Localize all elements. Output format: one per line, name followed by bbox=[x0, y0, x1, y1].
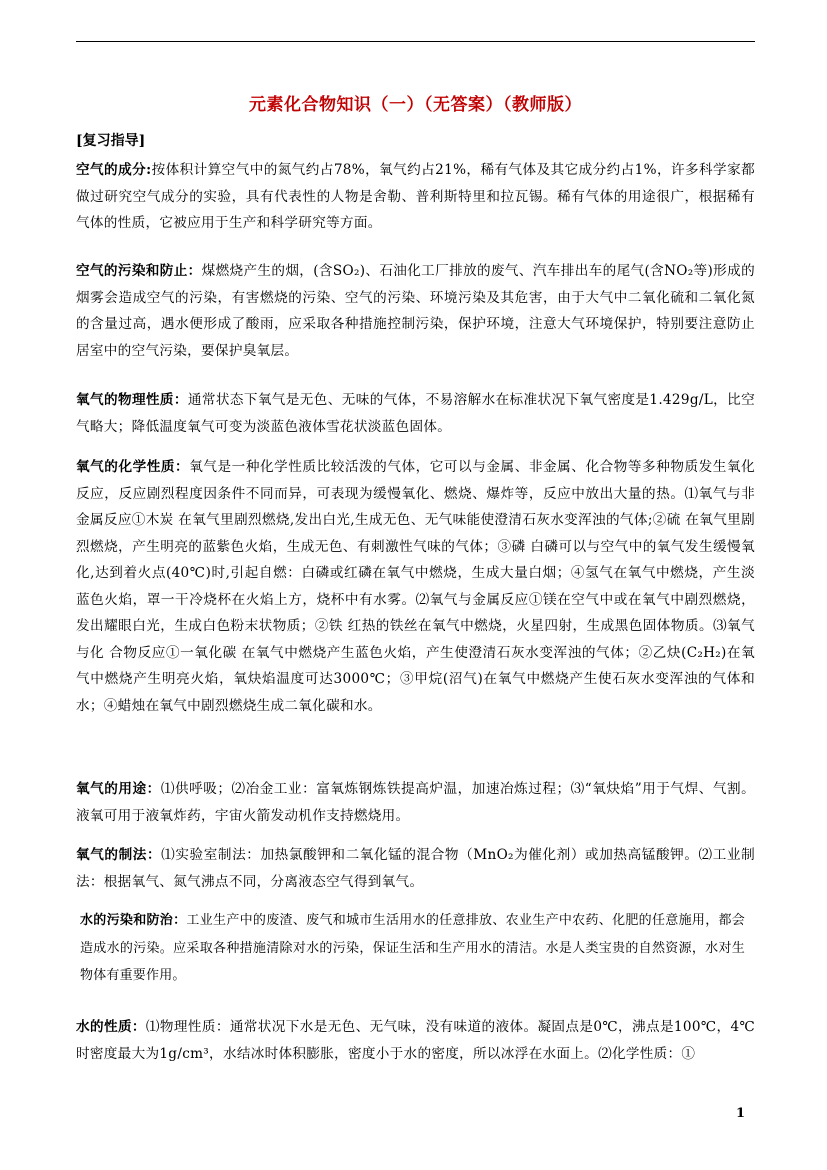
paragraph-air-pollution bbox=[76, 258, 755, 364]
paragraph-text: 按体积计算空气中的氮气约占78%，氧气约占21%，稀有气体及其它成分约占1%，许多科学家都做过研究空气成分的实验，具有代表性的人物是舍勒、普利斯特里和拉瓦锡。稀有气体的用途很广，根据稀有气体的性质，它被应用于生产和科学研究等方面。 bbox=[76, 162, 755, 231]
paragraph-oxygen-preparation bbox=[76, 842, 755, 895]
paragraph-oxygen-uses bbox=[76, 776, 755, 829]
paragraph-air-composition bbox=[76, 157, 755, 237]
section-heading: [复习指导] bbox=[76, 133, 146, 149]
paragraph-water-pollution bbox=[80, 907, 745, 990]
paragraph-text: ⑴实验室制法：加热氯酸钾和二氧化锰的混合物（MnO₂为催化剂）或加热高锰酸钾。⑵工业制法：根据氧气、氮气沸点不同，分离液态空气得到氧气。 bbox=[76, 847, 755, 890]
paragraph-text: 通常状态下氧气是无色、无味的气体，不易溶解水在标准状况下氧气密度是1.429g/L，比空气略大；降低温度氧气可变为淡蓝色液体雪花状淡蓝色固体。 bbox=[76, 392, 755, 435]
paragraph-oxygen-physical bbox=[76, 387, 755, 440]
paragraph-text: 煤燃烧产生的烟，(含SO₂)、石油化工厂排放的废气、汽车排出车的尾气(含NO₂等)形成的烟雾会造成空气的污染，有害燃烧的污染、空气的污染、环境污染及其危害，由于大气中二氧化硫和二氧化氮的含量过高，遇水便形成了酸雨，应采取各种措施控制污染，保护环境，注意大气环境保护，特别要注意防止居室中的空气污染，要保护臭氧层。 bbox=[76, 263, 755, 359]
paragraph-text: 工业生产中的废渣、废气和城市生活用水的任意排放、农业生产中农药、化肥的任意施用，都会造成水的污染。应采取各种措施清除对水的污染，保证生活和生产用水的清洁。水是人类宝贵的自然资源，水对生物体有重要作用。 bbox=[80, 913, 745, 983]
paragraph-lead: 氧气的用途： bbox=[76, 781, 161, 797]
paragraph-lead: 氧气的制法： bbox=[76, 847, 162, 863]
paragraph-lead: 水的污染和防治： bbox=[80, 913, 187, 928]
paragraph-water-properties bbox=[76, 1014, 755, 1067]
paragraph-lead: 水的性质： bbox=[76, 1019, 146, 1035]
paragraph-lead: 空气的成分: bbox=[76, 162, 152, 178]
paragraph-oxygen-chemical bbox=[76, 454, 755, 719]
document-title: 元素化合物知识（一）（无答案）（教师版） bbox=[249, 95, 582, 115]
paragraph-lead: 氧气的物理性质： bbox=[76, 392, 188, 408]
page-number: 1 bbox=[736, 1106, 746, 1121]
header-rule bbox=[76, 41, 755, 42]
paragraph-lead: 氧气的化学性质： bbox=[76, 459, 190, 475]
paragraph-text: ⑴供呼吸；⑵冶金工业：富氧炼钢炼铁提高炉温，加速冶炼过程；⑶“氧炔焰”用于气焊、气割。液氧可用于液氧炸药，宇宙火箭发动机作支持燃烧用。 bbox=[76, 781, 756, 824]
paragraph-text: 氧气是一种化学性质比较活泼的气体，它可以与金属、非金属、化合物等多种物质发生氧化反应，反应剧烈程度因条件不同而异，可表现为缓慢氧化、燃烧、爆炸等，反应中放出大量的热。⑴氧气与非金属反应①木炭 在氧气里剧烈燃烧,发出白光,生成无色、无气味能使澄清石灰水变浑浊的气体;②硫 在氧气里剧烈燃烧，产生明亮的蓝紫色火焰，生成无色、有刺激性气味的气体；③磷 白磷可以与空气中的氧气发生缓慢氧化,达到着火点(40℃)时,引起自燃：白磷或红磷在氧气中燃烧，生成大量白烟；④氢气在氧气中燃烧，产生淡蓝色火焰，罩一干冷烧杯在火焰上方，烧杯中有水雾。⑵氧气与金属反应①镁在空气中或在氧气中剧烈燃烧，发出耀眼白光，生成白色粉末状物质；②铁 红热的铁丝在氧气中燃烧，火星四射，生成黑色固体物质。⑶氧气与化 合物反应①一氧化碳 在氧气中燃烧产生蓝色火焰，产生使澄清石灰水变浑浊的气体；②乙炔(C₂H₂)在氧气中燃烧产生明亮火焰，氧炔焰温度可达3000℃；③甲烷(沼气)在氧气中燃烧产生使石灰水变浑浊的气体和水；④蜡烛在氧气中剧烈燃烧生成二氧化碳和水。 bbox=[76, 459, 756, 714]
paragraph-text: ⑴物理性质：通常状况下水是无色、无气味，没有味道的液体。凝固点是0℃，沸点是100℃，4℃时密度最大为1g/cm³，水结冰时体积膨胀，密度小于水的密度，所以冰浮在水面上。⑵化学性质：① bbox=[76, 1019, 755, 1062]
paragraph-lead: 空气的污染和防止： bbox=[76, 263, 202, 279]
